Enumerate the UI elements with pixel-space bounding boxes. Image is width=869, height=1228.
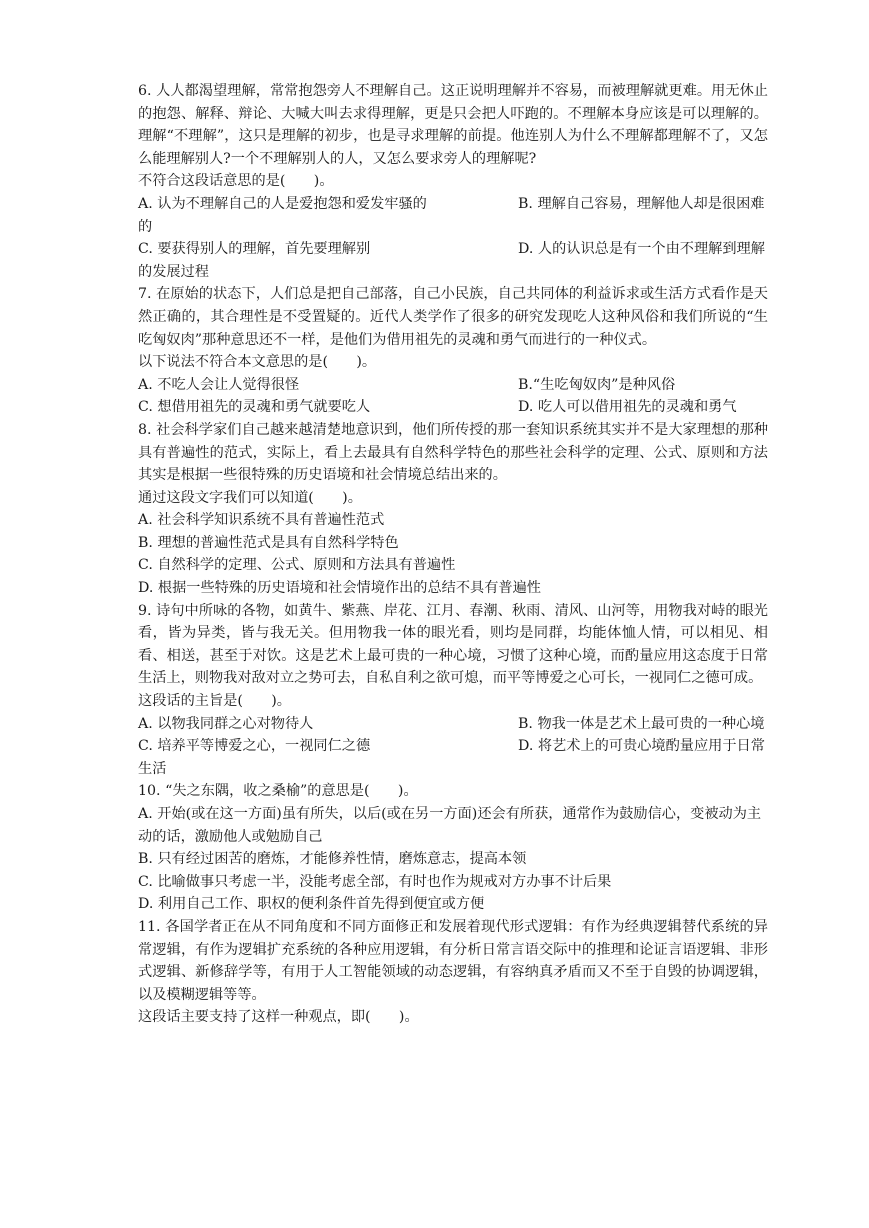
option-b[interactable]: B. 理想的普遍性范式是具有自然科学特色: [138, 534, 399, 551]
option-a[interactable]: A. 社会科学知识系统不具有普遍性范式: [138, 512, 385, 529]
question-prompt: 不符合这段话意思的是( )。: [138, 173, 334, 190]
option-a[interactable]: A. 认为不理解自己的人是爱抱怨和爱发牢骚的: [138, 195, 427, 212]
question-6: [138, 80, 768, 283]
question-prompt: 通过这段文字我们可以知道( )。: [138, 489, 362, 506]
option-row: [138, 396, 768, 419]
question-passage: 7. 在原始的状态下，人们总是把自己部落，自己小民族，自己共同体的利益诉求或生活方式看作是天然正确的，其合理性是不受置疑的。近代人类学作了很多的研究发现吃人这种风俗和我们所说的“生吃匈奴肉”那种意思还不一样，是他们为借用祖先的灵魂和勇气而进行的一种仪式。: [138, 286, 768, 348]
option-d[interactable]: D. 人的认识总是有一个由不理解到理解的发展过程: [138, 241, 765, 280]
document-page: [138, 80, 768, 1029]
question-10: [138, 780, 768, 916]
question-9: [138, 600, 768, 781]
question-prompt: 这段话的主旨是( )。: [138, 693, 291, 710]
option-d[interactable]: D. 将艺术上的可贵心境酌量应用于日常生活: [138, 738, 765, 777]
option-a[interactable]: A. 开始(或在这一方面)虽有所失，以后(或在另一方面)还会有所获，通常作为鼓励信心，变被动为主动的话，激励他人或勉励自己: [138, 806, 762, 845]
question-11: [138, 916, 768, 1029]
option-row: [138, 735, 768, 780]
option-d[interactable]: D. 吃人可以借用祖先的灵魂和勇气: [518, 399, 737, 416]
option-b[interactable]: B.“生吃匈奴肉”是种风俗: [518, 376, 676, 393]
option-d[interactable]: D. 利用自己工作、职权的便利条件首先得到便宜或方便: [138, 896, 485, 913]
option-d[interactable]: D. 根据一些特殊的历史语境和社会情境作出的总结不具有普遍性: [138, 580, 541, 597]
option-row: [138, 193, 768, 238]
option-row: [138, 374, 768, 397]
option-c[interactable]: C. 想借用祖先的灵魂和勇气就要吃人: [138, 399, 371, 416]
option-a[interactable]: A. 以物我同群之心对物待人: [138, 715, 314, 732]
option-c[interactable]: C. 培养平等博爱之心，一视同仁之德: [138, 738, 371, 755]
option-c[interactable]: C. 要获得别人的理解，首先要理解别: [138, 241, 371, 258]
question-7: [138, 283, 768, 419]
question-passage: 9. 诗句中所咏的各物，如黄牛、紫燕、岸花、江月、春潮、秋雨、清风、山河等，用物我对峙的眼光看，皆为异类，皆与我无关。但用物我一体的眼光看，则均是同群，均能体恤人情，可以相见、相看、相送，甚至于对饮。这是艺术上最可贵的一种心境，习惯了这种心境，而酌量应用这态度于日常生活上，则物我对敌对立之势可去，自私自利之欲可熄，而平等博爱之心可长，一视同仁之德可成。: [138, 602, 768, 687]
question-prompt: 这段话主要支持了这样一种观点，即( )。: [138, 1009, 419, 1026]
option-c[interactable]: C. 比喻做事只考虑一半，没能考虑全部，有时也作为规戒对方办事不计后果: [138, 873, 612, 890]
question-8: [138, 419, 768, 600]
question-passage: 11. 各国学者正在从不同角度和不同方面修正和发展着现代形式逻辑：有作为经典逻辑替代系统的异常逻辑，有作为逻辑扩充系统的各种应用逻辑，有分析日常言语交际中的推理和论证言语逻辑、非形式逻辑、新修辞学等，有用于人工智能领域的动态逻辑，有容纳真矛盾而又不至于自毁的协调逻辑，以及模糊逻辑等等。: [138, 918, 768, 1003]
question-passage: 6. 人人都渴望理解，常常抱怨旁人不理解自己。这正说明理解并不容易，而被理解就更难。用无休止的抱怨、解释、辩论、大喊大叫去求得理解，更是只会把人吓跑的。不理解本身应该是可以理解的。理解“不理解”，这只是理解的初步，也是寻求理解的前提。他连别人为什么不理解都理解不了，又怎么能理解别人?一个不理解别人的人，又怎么要求旁人的理解呢?: [138, 83, 768, 167]
option-a[interactable]: A. 不吃人会让人觉得很怪: [138, 376, 300, 393]
question-passage: 8. 社会科学家们自己越来越清楚地意识到，他们所传授的那一套知识系统其实并不是大家理想的那种具有普遍性的范式，实际上，看上去最具有自然科学特色的那些社会科学的定理、公式、原则和方法其实是根据一些很特殊的历史语境和社会情境总结出来的。: [138, 421, 768, 484]
option-b[interactable]: B. 只有经过困苦的磨炼，才能修养性情，磨炼意志，提高本领: [138, 851, 527, 868]
option-row: [138, 238, 768, 283]
option-b[interactable]: B. 理解自己容易，理解他人却是很困难的: [138, 195, 765, 235]
option-b[interactable]: B. 物我一体是艺术上最可贵的一种心境: [518, 715, 765, 732]
option-row: [138, 713, 768, 736]
option-c[interactable]: C. 自然科学的定理、公式、原则和方法具有普遍性: [138, 557, 456, 574]
question-prompt: 以下说法不符合本文意思的是( )。: [138, 354, 377, 371]
question-passage: 10. “失之东隅，收之桑榆”的意思是( )。: [138, 783, 418, 800]
